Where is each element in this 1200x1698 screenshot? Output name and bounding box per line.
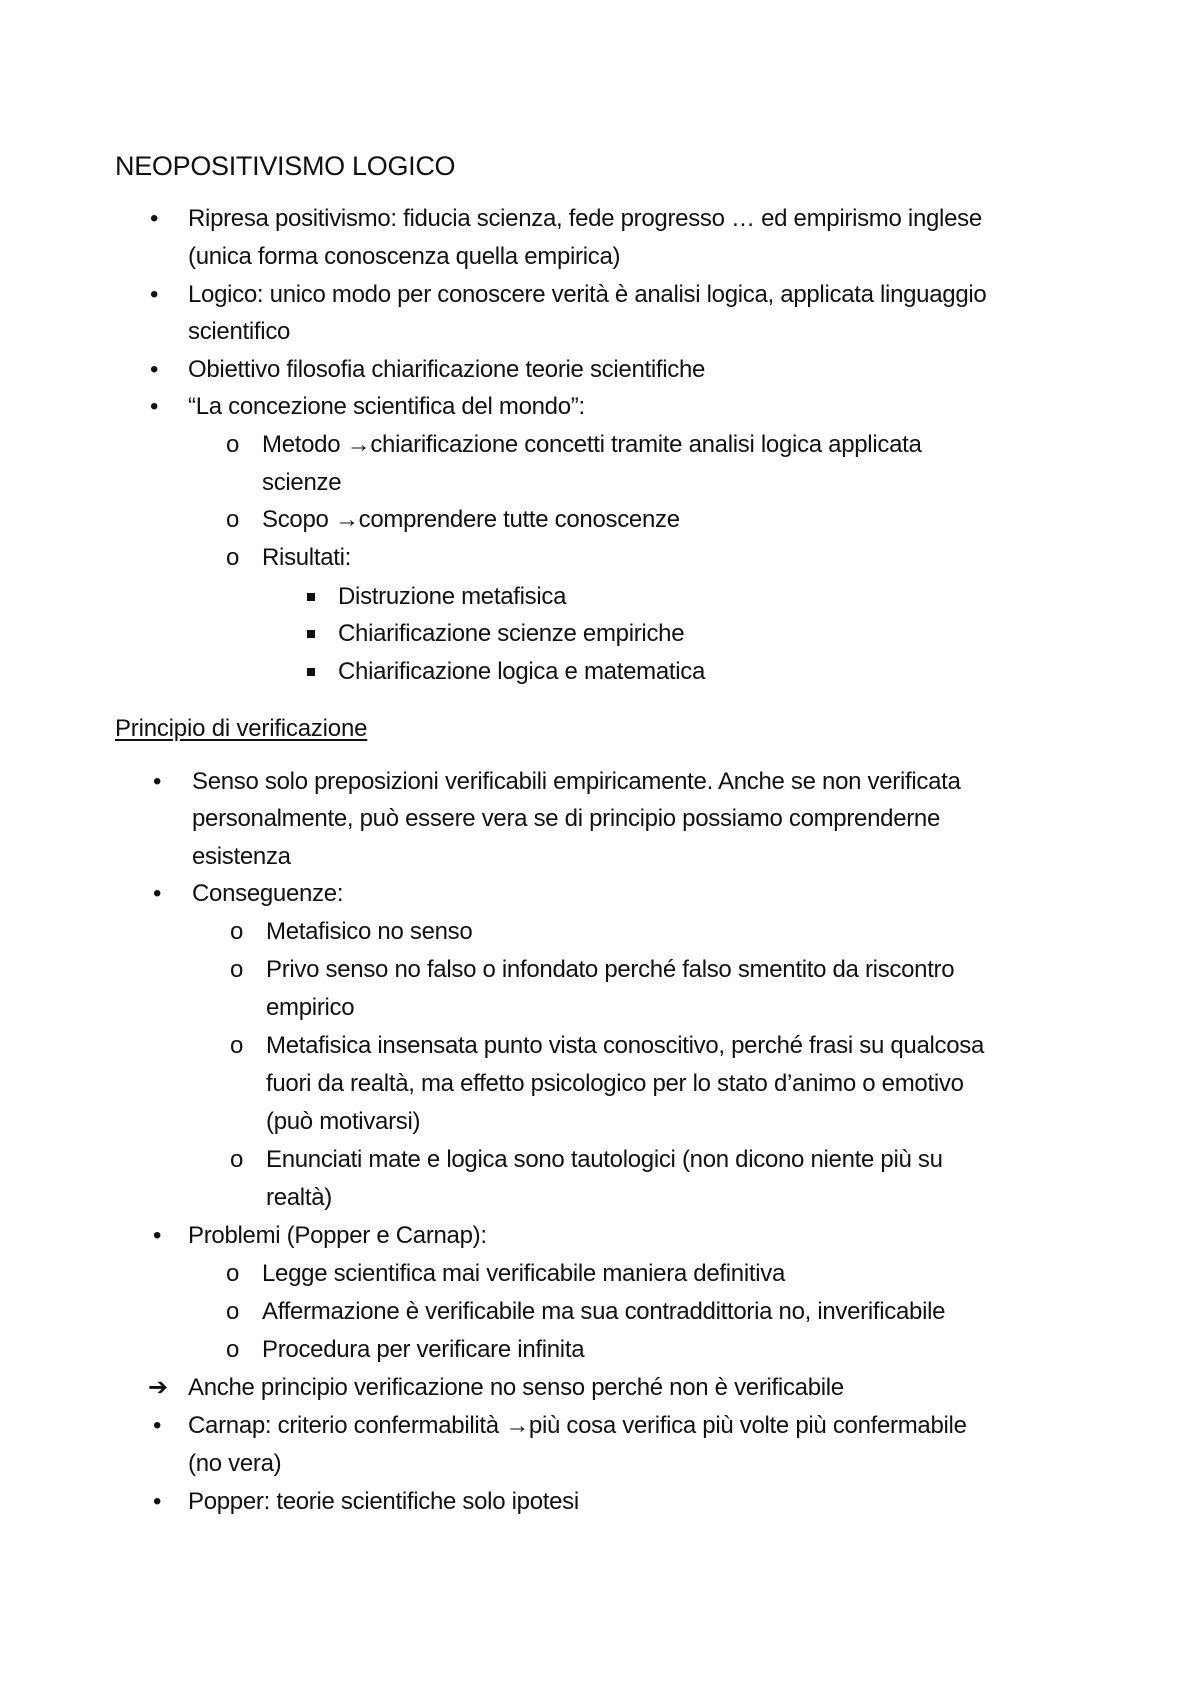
square-bullet-icon	[307, 668, 315, 676]
consequence-item-cont: empirico	[266, 994, 355, 1021]
hollow-bullet: o	[226, 1260, 240, 1287]
list-item: Problemi (Popper e Carnap):	[188, 1222, 487, 1249]
carnap-text: Carnap: criterio confermabilità	[188, 1412, 499, 1439]
hollow-bullet: o	[230, 1032, 244, 1059]
list-item: “La concezione scientifica del mondo”:	[188, 393, 585, 420]
bullet: •	[153, 768, 162, 795]
page-title: NEOPOSITIVISMO LOGICO	[115, 151, 456, 181]
bullet: •	[150, 281, 159, 308]
arrow-icon: →	[346, 431, 371, 458]
bullet: •	[150, 356, 159, 383]
result-item: Chiarificazione logica e matematica	[338, 658, 706, 685]
sub-item-label: Risultati:	[262, 544, 352, 571]
hollow-bullet: o	[226, 544, 240, 571]
consequence-item: Metafisica insensata punto vista conoscitivo, perché frasi su qualcosa	[266, 1032, 985, 1059]
problem-item: Legge scientifica mai verificabile maniera definitiva	[262, 1260, 786, 1287]
list-item-cont: (no vera)	[188, 1450, 282, 1477]
arrow-icon: →	[505, 1412, 529, 1439]
bullet: •	[153, 1412, 162, 1439]
consequence-item-cont: (può motivarsi)	[266, 1108, 421, 1135]
problem-item: Affermazione è verificabile ma sua contraddittoria no, inverificabile	[262, 1298, 946, 1325]
hollow-bullet: o	[226, 431, 240, 458]
sub-item	[262, 428, 922, 462]
section-heading: Principio di verificazione	[115, 715, 368, 742]
list-item: Senso solo preposizioni verificabili empiricamente. Anche se non verificata	[192, 768, 961, 795]
hollow-bullet: o	[230, 1146, 244, 1173]
list-item: Ripresa positivismo: fiducia scienza, fede progresso … ed empirismo inglese	[188, 205, 982, 232]
hollow-bullet: o	[226, 1336, 240, 1363]
conclusion-line: Anche principio verificazione no senso perché non è verificabile	[188, 1374, 844, 1401]
consequence-item-cont: realtà)	[266, 1184, 332, 1211]
list-item-cont: scientifico	[188, 318, 291, 345]
carnap-text-after: più cosa verifica più volte più confermabile	[528, 1412, 967, 1439]
sub-item-text: chiarificazione concetti tramite analisi logica applicata	[370, 431, 922, 458]
sub-item-label: Scopo	[262, 506, 329, 533]
hollow-bullet: o	[230, 956, 244, 983]
list-item-cont: (unica forma conoscenza quella empirica)	[188, 243, 621, 270]
list-item-cont: personalmente, può essere vera se di principio possiamo comprenderne	[192, 805, 941, 832]
list-item: Popper: teorie scientifiche solo ipotesi	[188, 1488, 579, 1515]
square-bullet-icon	[307, 630, 315, 638]
hollow-bullet: o	[226, 1298, 240, 1325]
arrow-bullet-icon: ➔	[148, 1374, 169, 1401]
sub-item-cont: scienze	[262, 469, 342, 496]
hollow-bullet: o	[226, 506, 240, 533]
consequence-item: Enunciati mate e logica sono tautologici (non dicono niente più su	[266, 1146, 943, 1173]
result-item: Chiarificazione scienze empiriche	[338, 620, 685, 647]
list-item: Logico: unico modo per conoscere verità è analisi logica, applicata linguaggio	[188, 281, 987, 308]
bullet: •	[150, 205, 159, 232]
consequence-item: Privo senso no falso o infondato perché falso smentito da riscontro	[266, 956, 955, 983]
hollow-bullet: o	[230, 918, 244, 945]
result-item: Distruzione metafisica	[338, 583, 567, 610]
list-item: Conseguenze:	[192, 880, 344, 907]
problem-item: Procedura per verificare infinita	[262, 1336, 585, 1363]
arrow-icon: →	[334, 506, 359, 533]
consequence-item-cont: fuori da realtà, ma effetto psicologico per lo stato d’animo o emotivo	[266, 1070, 964, 1097]
bullet: •	[153, 1222, 162, 1249]
list-item: Obiettivo filosofia chiarificazione teorie scientifiche	[188, 356, 706, 383]
square-bullet-icon	[307, 593, 315, 601]
bullet: •	[153, 1488, 162, 1515]
consequence-item: Metafisico no senso	[266, 918, 473, 945]
list-item	[188, 1409, 967, 1443]
sub-item	[262, 503, 680, 537]
sub-item-text: comprendere tutte conoscenze	[358, 506, 680, 533]
list-item-cont: esistenza	[192, 843, 291, 870]
bullet: •	[150, 393, 159, 420]
sub-item-label: Metodo	[262, 431, 341, 458]
bullet: •	[153, 880, 162, 907]
